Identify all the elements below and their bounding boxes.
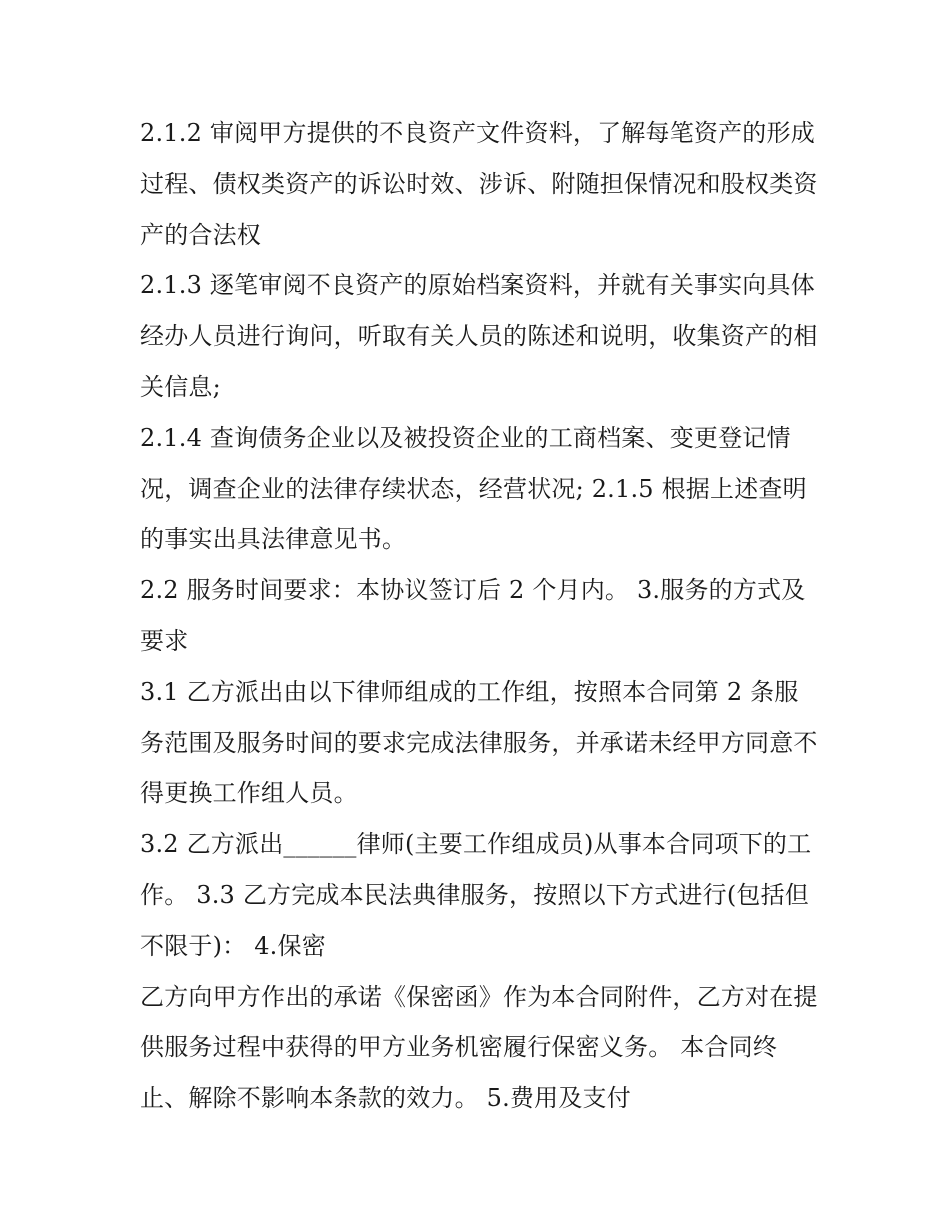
paragraph-3-2: 3.2 乙方派出______律师(主要工作组成员)从事本合同项下的工作。 3.3 乙方完成本民法典律服务，按照以下方式进行(包括但不限于)： 4.保密 bbox=[140, 830, 812, 960]
paragraph-3-1: 3.1 乙方派出由以下律师组成的工作组，按照本合同第 2 条服务范围及服务时间的要求完成法律服务，并承诺未经甲方同意不得更换工作组人员。 bbox=[140, 677, 818, 808]
paragraph-confidentiality: 乙方向甲方作出的承诺《保密函》作为本合同附件，乙方对在提供服务过程中获得的甲方业务机密履行保密义务。 本合同终止、解除不影响本条款的效力。 5.费用及支付 bbox=[140, 982, 818, 1113]
document-body bbox=[140, 108, 820, 1124]
paragraph-2-1-3: 2.1.3 逐笔审阅不良资产的原始档案资料，并就有关事实向具体经办人员进行询问，听取有关人员的陈述和说明，收集资产的相关信息; bbox=[140, 271, 818, 401]
paragraph-2-1-2: 2.1.2 审阅甲方提供的不良资产文件资料，了解每笔资产的形成过程、债权类资产的诉讼时效、涉诉、附随担保情况和股权类资产的合法权 bbox=[140, 119, 818, 249]
paragraph-2-1-4: 2.1.4 查询债务企业以及被投资企业的工商档案、变更登记情况，调查企业的法律存续状态，经营状况; 2.1.5 根据上述查明的事实出具法律意见书。 bbox=[140, 423, 807, 554]
paragraph-2-2: 2.2 服务时间要求：本协议签订后 2 个月内。 3.服务的方式及要求 bbox=[140, 576, 806, 655]
